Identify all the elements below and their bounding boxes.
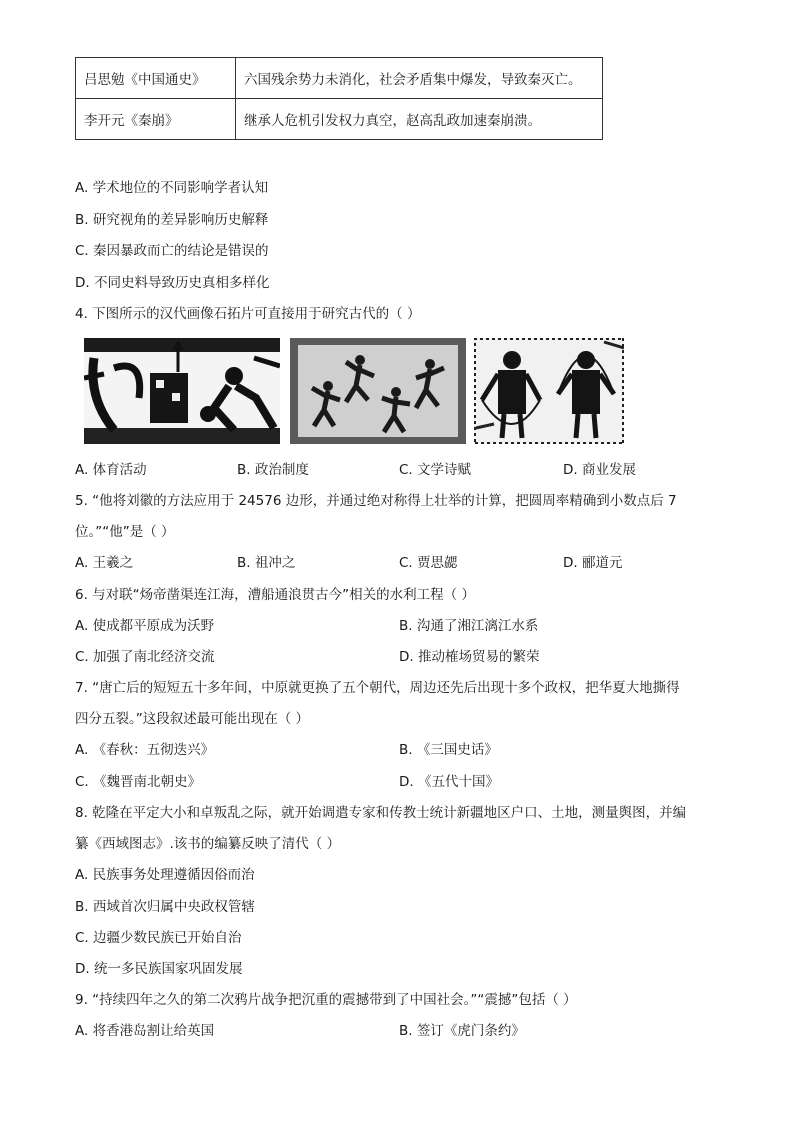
q6-option-c: C. 加强了南北经济交流 [75, 649, 215, 665]
table-cell-source: 吕思勉《中国通史》 [76, 58, 236, 99]
rubbing-dancers-icon [290, 338, 466, 444]
q9-option-b: B. 签订《虎门条约》 [399, 1023, 525, 1039]
q4-rubbing-images [84, 338, 624, 444]
q4-option-b: B. 政治制度 [237, 462, 309, 478]
rubbing-cuju-icon [84, 338, 280, 444]
q7-option-a: A. 《春秋：五彻迭兴》 [75, 742, 215, 758]
table-row [76, 58, 603, 99]
q7-option-c: C. 《魏晋南北朝史》 [75, 774, 202, 790]
q7-option-b: B. 《三国史话》 [399, 742, 498, 758]
q5-option-c: C. 贾思勰 [399, 555, 458, 571]
q6-option-b: B. 沟通了湘江漓江水系 [399, 618, 539, 634]
q8-option-a: A. 民族事务处理遵循因俗而治 [75, 867, 255, 883]
rubbing-rope-skipping-icon [474, 338, 624, 444]
q4-option-a: A. 体育活动 [75, 462, 147, 478]
q8-option-c: C. 边疆少数民族已开始自治 [75, 930, 242, 946]
table-cell-view: 继承人危机引发权力真空，赵高乱政加速秦崩溃。 [236, 99, 603, 140]
q4-stem: 4. 下图所示的汉代画像石拓片可直接用于研究古代的（ ） [75, 306, 421, 322]
table-row [76, 99, 603, 140]
q4-option-d: D. 商业发展 [563, 462, 636, 478]
q6-option-a: A. 使成都平原成为沃野 [75, 618, 215, 634]
q5-option-a: A. 王羲之 [75, 555, 134, 571]
q6-stem: 6. 与对联“炀帝凿渠连江海，漕船通浪贯古今”相关的水利工程（ ） [75, 587, 475, 603]
q7-option-d: D. 《五代十国》 [399, 774, 499, 790]
q4-option-c: C. 文学诗赋 [399, 462, 472, 478]
q7-stem-line1: 7. “唐亡后的短短五十多年间，中原就更换了五个朝代，周边还先后出现十多个政权，把华夏大地撕得 [75, 680, 680, 696]
q7-stem-line2: 四分五裂。”这段叙述最可能出现在（ ） [75, 711, 310, 727]
q5-option-d: D. 郦道元 [563, 555, 623, 571]
q8-stem-line2: 纂《西域图志》.该书的编纂反映了清代（ ） [75, 836, 341, 852]
q5-option-b: B. 祖冲之 [237, 555, 296, 571]
q3-option-d: D. 不同史料导致历史真相多样化 [75, 275, 270, 291]
q5-stem-line2: 位。”“他”是（ ） [75, 524, 175, 540]
q9-option-a: A. 将香港岛割让给英国 [75, 1023, 215, 1039]
q8-stem-line1: 8. 乾隆在平定大小和卓叛乱之际，就开始调遣专家和传教士统计新疆地区户口、土地，测量舆图，并编 [75, 805, 687, 821]
q5-stem-line1: 5. “他将刘徽的方法应用于 24576 边形，并通过绝对称得上壮举的计算，把圆周率精确到小数点后 7 [75, 493, 677, 509]
q8-option-d: D. 统一多民族国家巩固发展 [75, 961, 243, 977]
q8-option-b: B. 西域首次归属中央政权管辖 [75, 899, 255, 915]
table-cell-view: 六国残余势力未消化，社会矛盾集中爆发，导致秦灭亡。 [236, 58, 603, 99]
q9-stem: 9. “持续四年之久的第二次鸦片战争把沉重的震撼带到了中国社会。”“震撼”包括（ ） [75, 992, 577, 1008]
q3-option-a: A. 学术地位的不同影响学者认知 [75, 180, 269, 196]
q6-option-d: D. 推动榷场贸易的繁荣 [399, 649, 540, 665]
reference-table [75, 57, 603, 140]
q3-option-c: C. 秦因暴政而亡的结论是错误的 [75, 243, 269, 259]
table-cell-source: 李开元《秦崩》 [76, 99, 236, 140]
q3-option-b: B. 研究视角的差异影响历史解释 [75, 212, 269, 228]
